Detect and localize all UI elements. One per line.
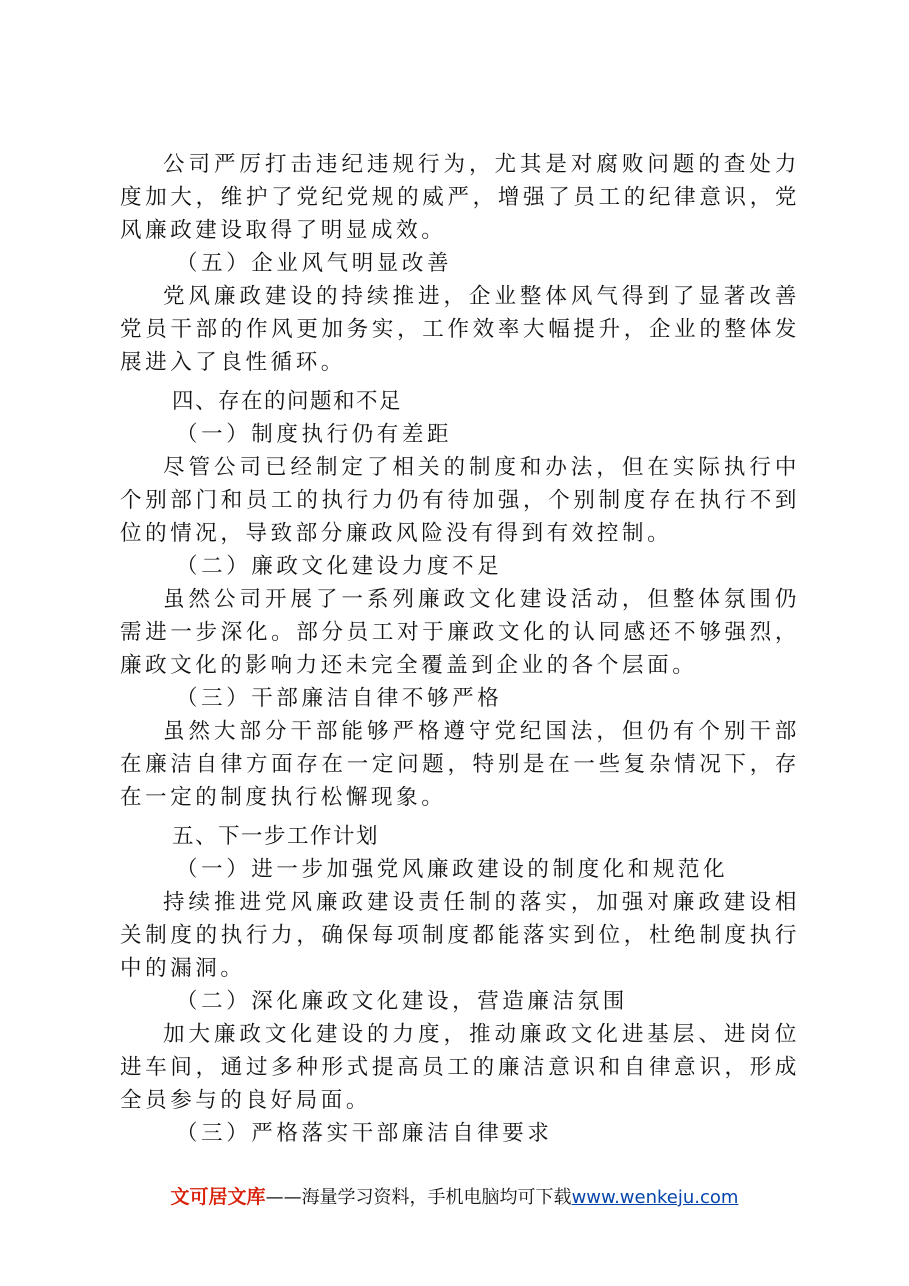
section-heading-5: 五、下一步工作计划	[172, 824, 380, 849]
paragraph-5-1: 持续推进党风廉政建设责任制的落实，加强对廉政建设相关制度的执行力，确保每项制度都能落实到位，杜绝制度执行中的漏洞。	[120, 890, 800, 981]
footer-banner	[0, 1182, 909, 1209]
subheading-5-2: （二）深化廉政文化建设，营造廉洁氛围	[176, 989, 628, 1014]
paragraph-4-1: 尽管公司已经制定了相关的制度和办法，但在实际执行中个别部门和员工的执行力仍有待加强，个别制度存在执行不到位的情况，导致部分廉政风险没有得到有效控制。	[120, 455, 800, 546]
paragraph-discipline: 公司严厉打击违纪违规行为，尤其是对腐败问题的查处力度加大，维护了党纪党规的威严，增强了员工的纪律意识，党风廉政建设取得了明显成效。	[120, 152, 800, 243]
footer-brand: 文可居文库	[170, 1186, 266, 1208]
subheading-5-1: （一）进一步加强党风廉政建设的制度化和规范化	[176, 857, 729, 882]
section-heading-4: 四、存在的问题和不足	[172, 389, 403, 414]
subheading-5: （五）企业风气明显改善	[176, 251, 453, 276]
paragraph-5-2: 加大廉政文化建设的力度，推动廉政文化进基层、进岗位进车间，通过多种形式提高员工的廉洁意识和自律意识，形成全员参与的良好局面。	[120, 1022, 800, 1113]
subheading-4-2: （二）廉政文化建设力度不足	[176, 554, 503, 579]
footer-tagline: ——海量学习资料，手机电脑均可下载	[265, 1187, 572, 1208]
document-body	[120, 148, 800, 1150]
paragraph-4-2: 虽然公司开展了一系列廉政文化建设活动，但整体氛围仍需进一步深化。部分员工对于廉政文化的认同感还不够强烈，廉政文化的影响力还未完全覆盖到企业的各个层面。	[120, 587, 800, 678]
paragraph-5: 党风廉政建设的持续推进，企业整体风气得到了显著改善党员干部的作风更加务实，工作效率大幅提升，企业的整体发展进入了良性循环。	[120, 284, 800, 375]
subheading-4-3: （三）干部廉洁自律不够严格	[176, 686, 503, 711]
subheading-5-3: （三）严格落实干部廉洁自律要求	[176, 1121, 553, 1146]
footer-link[interactable]: www.wenkeju.com	[571, 1187, 739, 1208]
paragraph-4-3: 虽然大部分干部能够严格遵守党纪国法，但仍有个别干部在廉洁自律方面存在一定问题，特别是在一些复杂情况下，存在一定的制度执行松懈现象。	[120, 719, 800, 810]
subheading-4-1: （一）制度执行仍有差距	[176, 422, 453, 447]
